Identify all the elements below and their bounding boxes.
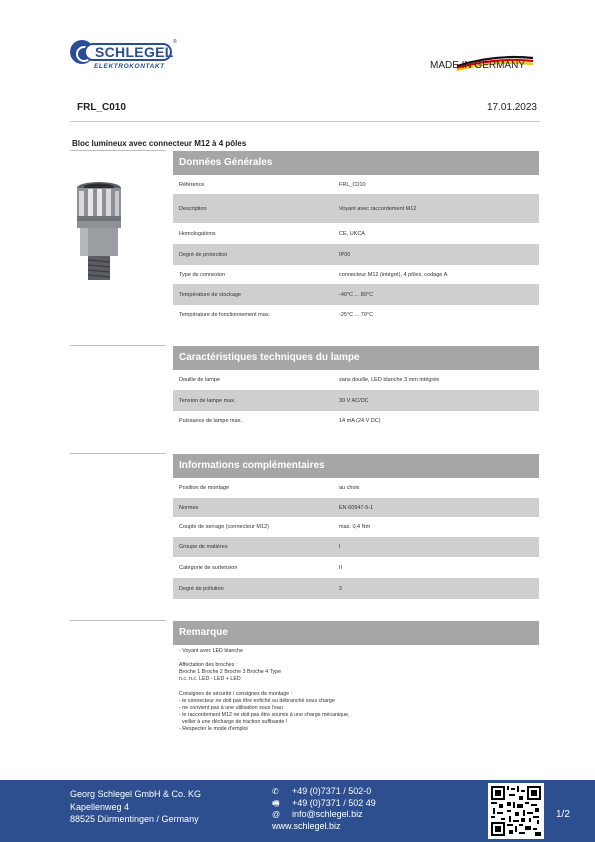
section-left-divider (70, 150, 166, 151)
row-label: Douille de lampe (179, 377, 220, 383)
fax-line (272, 798, 376, 810)
row-label: Degré de pollution (179, 585, 224, 592)
row-value: 2 (339, 585, 343, 592)
page-number: 1/2 (556, 809, 570, 820)
section-header-lamp: Caractéristiques techniques du lampe (173, 346, 539, 370)
phone-line (272, 786, 376, 798)
table-row (173, 244, 539, 265)
logo-brand-name: SCHLEGEL (95, 44, 174, 60)
product-image (68, 180, 130, 282)
table-row (173, 370, 539, 390)
table-row (173, 498, 539, 517)
company-address (70, 788, 201, 826)
row-value: -40°C ... 80°C (339, 291, 374, 298)
fax-number: +49 (0)7371 / 502 49 (292, 797, 376, 808)
section-header-general: Données Générales (173, 151, 539, 175)
row-value: EN 60947-5-1 (339, 504, 374, 511)
row-label: Puissance de lampe max. (179, 418, 242, 424)
schlegel-logo (70, 38, 180, 72)
row-value: IP00 (339, 251, 351, 258)
row-label: Groupe de matières (179, 544, 228, 550)
table-row (173, 478, 539, 498)
table-row (173, 305, 539, 325)
row-value: FRL_C010 (339, 181, 366, 188)
row-value: 14 mA (24 V DC) (339, 418, 381, 424)
document-reference: FRL_C010 (77, 102, 126, 113)
row-label: Couple de serrage (connecteur M12) (179, 524, 269, 530)
email-line (272, 809, 376, 821)
product-title: Bloc lumineux avec connecteur M12 à 4 pôles (72, 139, 247, 148)
section-header-remark: Remarque (173, 621, 539, 645)
logo-registered-mark: ® (173, 39, 177, 45)
table-row (173, 284, 539, 305)
row-value: sans douille, LED blanche 3 mm intégrée (339, 377, 440, 383)
table-row (173, 390, 539, 411)
row-label: Homologations (179, 230, 216, 237)
at-icon: @ (272, 810, 281, 819)
header-divider (70, 121, 540, 122)
table-row (173, 537, 539, 557)
company-street: Kapellenweg 4 (70, 801, 130, 812)
row-value: au choix (339, 485, 360, 491)
row-value: II (339, 564, 343, 571)
row-value: -25°C ... 70°C (339, 312, 374, 318)
web-line (272, 821, 376, 833)
contact-block (272, 786, 376, 832)
row-label: Température de stockage (179, 291, 242, 298)
remark-text: - Voyant avec LED blanche Affectation des broches : Broche 1 Broche 2 Broche 3 Broche 4 Type n.c. n.c. LED - LED + LED Consignes de sécurité / consignes de montage : - le connecteur ne doit pas être enfiché ou débranché sous charge - ne convient pas à une utilisation sous l'eau - le raccordement M12 ne doit pas être soumis à une charge mécanique, veiller à une décharge de traction suffisante ! - Respecter le mode d'emploi (179, 648, 350, 733)
qr-code[interactable] (488, 783, 544, 839)
row-value: connecteur M12 (intégré), 4 pôles, codage A (339, 271, 448, 278)
table-row (173, 265, 539, 284)
table-row (173, 557, 539, 578)
row-label: Tension de lampe max. (179, 397, 236, 404)
row-value: max. 0,4 Nm (339, 524, 371, 530)
section-left-divider (70, 345, 166, 346)
row-value: Voyant avec raccordement M12 (339, 205, 417, 212)
logo-subtitle: ELEKTROKONTAKT (94, 63, 165, 70)
row-value: 30 V AC/DC (339, 397, 369, 404)
page-footer (0, 780, 595, 842)
table-row (173, 517, 539, 537)
row-label: Degré de protection (179, 251, 228, 258)
table-row (173, 175, 539, 194)
email-link[interactable]: info@schlegel.biz (292, 809, 363, 819)
table-row (173, 223, 539, 244)
row-label: Normes (179, 504, 199, 511)
row-label: Description (179, 205, 207, 212)
phone-number[interactable]: +49 (0)7371 / 502-0 (292, 786, 372, 796)
row-label: Catégorie de surtension (179, 564, 238, 571)
made-in-germany: MADE IN GERMANY (429, 60, 525, 71)
row-label: Température de fonctionnement max. (179, 312, 271, 318)
section-left-divider (70, 453, 166, 454)
table-row (173, 194, 539, 223)
row-label: Position de montage (179, 485, 230, 491)
table-row (173, 578, 539, 599)
phone-icon: ✆ (272, 787, 279, 796)
company-name: Georg Schlegel GmbH & Co. KG (70, 789, 202, 799)
section-left-divider (70, 620, 166, 621)
document-date: 17.01.2023 (486, 102, 537, 113)
company-city: 88525 Dürmentingen / Germany (70, 814, 199, 824)
table-row (173, 411, 539, 431)
row-value: CE, UKCA (339, 230, 365, 237)
fax-icon: 🖷 (272, 798, 280, 808)
qr-code-icon (491, 786, 541, 836)
row-label: Référence (179, 181, 205, 188)
row-label: Type de connexion (179, 271, 226, 278)
website-link[interactable]: www.schlegel.biz (272, 820, 341, 831)
row-value: I (339, 544, 341, 550)
section-header-info: Informations complémentaires (173, 454, 539, 478)
